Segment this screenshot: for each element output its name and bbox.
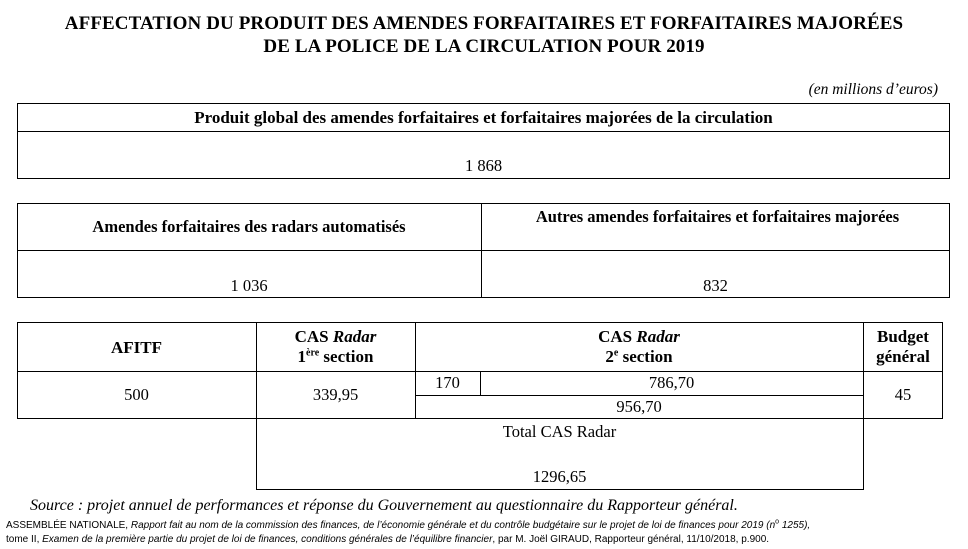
footnote-line-2 xyxy=(6,533,769,546)
table1-header: Produit global des amendes forfaitaires et forfaitaires majorées de la circulation xyxy=(194,108,773,127)
cas2-sub1-value: 170 xyxy=(435,373,460,392)
table3-sub-row-divider xyxy=(415,395,863,396)
footnote-author: , par M. Joël GIRAUD, Rapporteur général, 11/10/2018, p.900. xyxy=(492,534,770,545)
title-line-2: DE LA POLICE DE LA CIRCULATION POUR 2019 xyxy=(263,36,705,57)
title-line-1: AFFECTATION DU PRODUIT DES AMENDES FORFAITAIRES ET FORFAITAIRES MAJORÉES xyxy=(64,13,904,34)
table2-right-header: Autres amendes forfaitaires et forfaitaires majorées xyxy=(535,207,900,226)
col-cas1-section: section xyxy=(319,347,374,366)
col-cas1-num: 1 xyxy=(297,347,307,366)
footnote-report-number: 1255), xyxy=(779,520,811,531)
cas2-total-value: 956,70 xyxy=(616,397,662,416)
afitf-value: 500 xyxy=(124,385,149,404)
col-budget-header xyxy=(863,327,943,367)
source-note: Source : projet annuel de performances et réponse du Gouvernement au questionnaire du Rapporteur général. xyxy=(30,497,738,514)
col-cas1-sup: ère xyxy=(306,347,320,359)
units-label: (en millions d’euros) xyxy=(808,81,938,98)
col-cas2-sup: e xyxy=(613,347,619,359)
col-budget-line-1: Budget xyxy=(877,327,929,346)
col-budget-line-2: général xyxy=(876,347,930,366)
total-cas-radar-label: Total CAS Radar xyxy=(502,422,617,441)
col-cas-radar-1-header xyxy=(256,327,415,367)
footnote-org: ASSEMBLÉE NATIONALE, xyxy=(6,520,131,531)
table1-value: 1 868 xyxy=(464,156,503,175)
footnote-line-1 xyxy=(6,519,810,532)
footnote-report-title: Rapport fait au nom de la commission des finances, de l’économie générale et du contrôle budgétaire sur le projet de loi de finances pour 2019 (n xyxy=(130,520,776,531)
table2-row-divider xyxy=(17,250,950,251)
col-cas2-num: 2 xyxy=(605,347,614,366)
col-afitf-header: AFITF xyxy=(111,338,162,357)
table3-total-bottom xyxy=(256,489,863,490)
col-cas2-prefix: CAS xyxy=(598,327,637,346)
table2-right-value: 832 xyxy=(703,276,728,295)
footnote-exam-title: Examen de la première partie du projet de loi de finances, conditions générales de l’équilibre financier xyxy=(42,534,493,545)
col-cas1-radar: Radar xyxy=(332,327,377,346)
col-cas2-section: section xyxy=(618,347,673,366)
budget-value: 45 xyxy=(894,385,912,404)
total-cas-radar-value: 1296,65 xyxy=(532,467,587,486)
col-cas1-prefix: CAS xyxy=(294,327,333,346)
table1-divider xyxy=(17,131,950,132)
footnote-tome: tome II, xyxy=(6,534,43,545)
table2-left-value: 1 036 xyxy=(230,276,268,295)
page-title xyxy=(0,12,968,58)
cas1-value: 339,95 xyxy=(312,385,359,404)
col-cas-radar-2-header xyxy=(415,327,863,367)
footnote-sup: o xyxy=(775,518,780,526)
table2-left-header: Amendes forfaitaires des radars automatisés xyxy=(92,217,406,236)
cas2-sub2-value: 786,70 xyxy=(648,373,695,392)
col-cas2-radar: Radar xyxy=(636,327,680,346)
